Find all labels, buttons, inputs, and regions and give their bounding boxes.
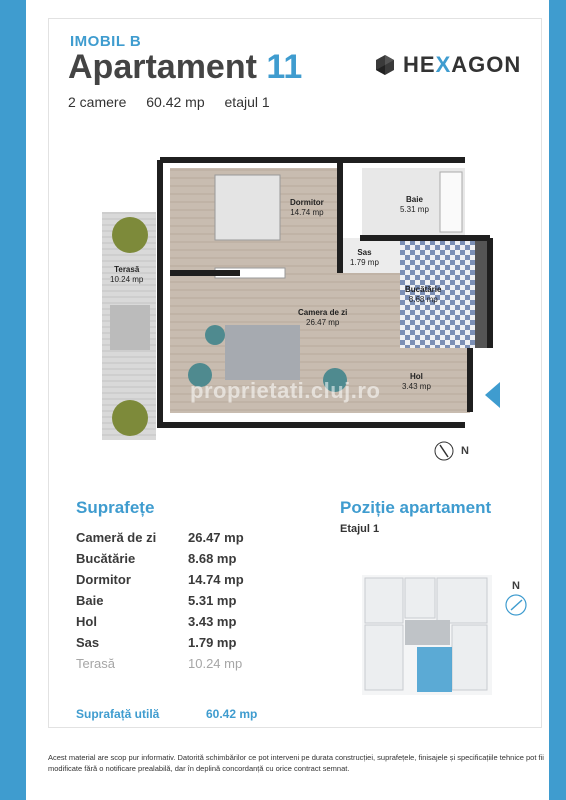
building-position-map — [357, 570, 497, 700]
logo-wordmark: HEXAGON — [403, 52, 522, 77]
rooms-count: 2 camere — [68, 94, 127, 110]
apartment-area: 60.42 mp — [146, 94, 205, 110]
surfaces-heading: Suprafețe — [76, 498, 155, 517]
compass-icon — [433, 440, 455, 462]
hexagon-icon — [375, 54, 395, 76]
apartment-number: 11 — [266, 48, 303, 86]
position-compass — [503, 580, 529, 618]
floor-plan — [100, 150, 500, 450]
compass-icon — [503, 592, 529, 618]
room-label-baie: Baie 5.31 mp — [400, 195, 429, 214]
position-floor: Etajul 1 — [340, 523, 380, 535]
building-floor-diagram — [357, 570, 497, 700]
entrance-arrow — [485, 382, 500, 408]
room-label-dormitor: Dormitor 14.74 mp — [290, 198, 324, 217]
hexagon-logo — [375, 52, 521, 78]
disclaimer-text: Acest material are scop pur informativ. Datorită schimbărilor ce pot interveni pe durata construcției, suprafețele, finisajele și specificațiile tehnice pot fii modificate fără o notificare prealabilă, dar în deplină concordanță cu orice contract semnat. — [48, 753, 544, 773]
room-label-bucatarie: Bucătărie 8.68 mp — [405, 285, 442, 304]
building-label: IMOBIL B — [70, 33, 142, 50]
left-accent-stripe — [0, 0, 26, 800]
watermark-text: proprietati.cluj.ro — [190, 378, 381, 403]
room-label-terasa: Terasă 10.24 mp — [110, 265, 144, 284]
title-word: Apartament — [68, 48, 257, 86]
plan-compass-label: N — [461, 445, 469, 457]
room-label-hol: Hol 3.43 mp — [402, 372, 431, 391]
apartment-floor: etajul 1 — [224, 94, 270, 110]
room-label-camera-de-zi: Camera de zi 26.47 mp — [298, 308, 348, 327]
position-heading: Poziție apartament — [340, 498, 492, 517]
plan-compass — [433, 440, 469, 462]
position-compass-label: N — [512, 580, 520, 592]
right-accent-stripe — [549, 0, 566, 800]
page-title — [68, 48, 302, 87]
highlighted-apartment — [417, 647, 452, 692]
room-label-sas: Sas 1.79 mp — [350, 248, 379, 267]
apartment-summary — [68, 94, 286, 110]
